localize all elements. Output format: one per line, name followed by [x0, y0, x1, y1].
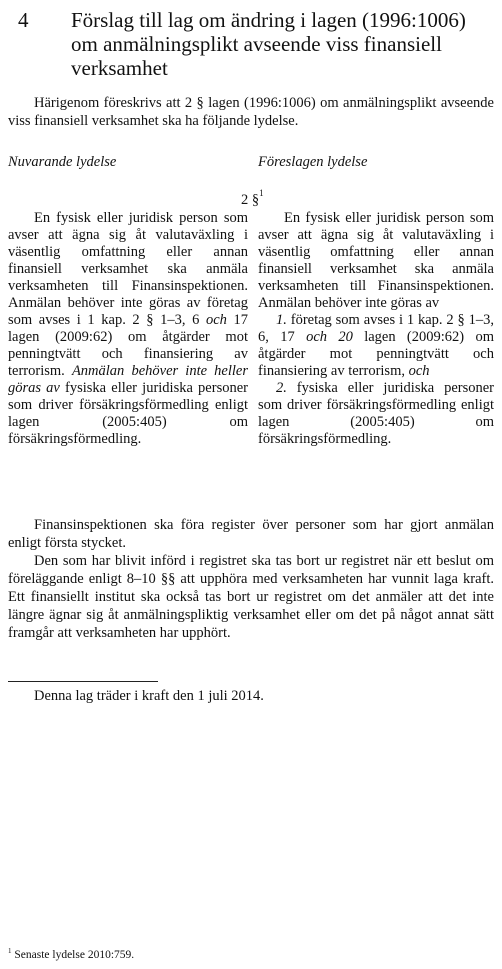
- proposed-wording-column: [258, 210, 494, 448]
- text-run: 17 lagen (2009:62) om åtgärder mot penningtvätt och finansiering av terrorism.: [8, 312, 249, 379]
- body-text: [8, 516, 494, 642]
- section-title: Förslag till lag om ändring i lagen (1996:1006) om anmälningsplikt avseende viss finansiell verksamhet: [71, 8, 466, 80]
- italic-run: och 20: [306, 329, 353, 345]
- current-wording-column: [8, 210, 248, 448]
- proposed-item-1: [258, 312, 494, 380]
- paragraph-mark-text: 2 §: [241, 191, 260, 208]
- proposed-wording-paragraph: En fysisk eller juridisk person som avser att ägna sig åt valutaväxling i väsentlig omfattning eller annan finansiell verksamhet ska anmäla verksamheten till Finansinspektionen. Anmälan behöver inte göras av: [258, 210, 494, 311]
- divider: [8, 681, 158, 682]
- right-column-heading: Föreslagen lydelse: [258, 154, 368, 170]
- current-wording-paragraph: [8, 210, 248, 448]
- body-paragraph: Den som har blivit införd i registret ska tas bort ur registret när ett beslut om föreläggande enligt 8–10 §§ att upphöra med verksamheten har vunnit laga kraft. Ett finansiellt institut ska också tas bort ur registret om det anmäler att det inte längre ägnar sig åt anmälningspliktig verksamhet eller om det på något annat sätt framgår att verksamheten har upphört.: [8, 553, 494, 641]
- footnote: [8, 947, 134, 961]
- item-number: 2.: [276, 380, 287, 396]
- left-column-heading: Nuvarande lydelse: [8, 154, 117, 170]
- text-run: fysiska eller juridiska personer som driver försäkringsförmedling enligt lagen (2005:405) om försäkringsförmedling.: [258, 380, 494, 447]
- paragraph-mark: [241, 190, 264, 209]
- intro-paragraph: Härigenom föreskrivs att 2 § lagen (1996:1006) om anmälningsplikt avseende viss finansiell verksamhet ska ha följande lydelse.: [8, 95, 494, 129]
- text-run: företag som avses i 1 kap. 2 § 1–3, 6, 17: [258, 312, 494, 345]
- footnote-text: Senaste lydelse 2010:759.: [11, 948, 135, 961]
- item-number: 1.: [276, 312, 287, 328]
- italic-run: och: [408, 363, 430, 379]
- effective-date: Denna lag träder i kraft den 1 juli 2014.: [34, 688, 264, 704]
- italic-run: och: [205, 312, 227, 328]
- footnote-reference: 1: [259, 188, 264, 198]
- text-run: fysiska eller juridiska personer som driver försäkringsförmedling enligt lagen (2005:405) om försäkringsförmedling.: [8, 380, 248, 447]
- text-run: lagen (2009:62) om åtgärder mot penningtvätt och finansiering av terrorism,: [258, 329, 494, 379]
- body-paragraph: Finansinspektionen ska föra register över personer som har gjort anmälan enligt första stycket.: [8, 517, 494, 551]
- footnote-number: 1: [8, 947, 12, 955]
- section-number: 4: [18, 8, 29, 32]
- italic-run: Anmälan behöver inte heller göras av: [8, 363, 249, 396]
- text-run: En fysisk eller juridisk person som avser att ägna sig åt valutaväxling i väsentlig omfattning eller annan finansiell verksamhet ska anmäla verksamheten till Finansinspektionen. Anmälan behöver inte göras av företag som avses i 1 kap. 2 § 1–3, 6: [8, 210, 248, 328]
- proposed-item-2: [258, 380, 494, 448]
